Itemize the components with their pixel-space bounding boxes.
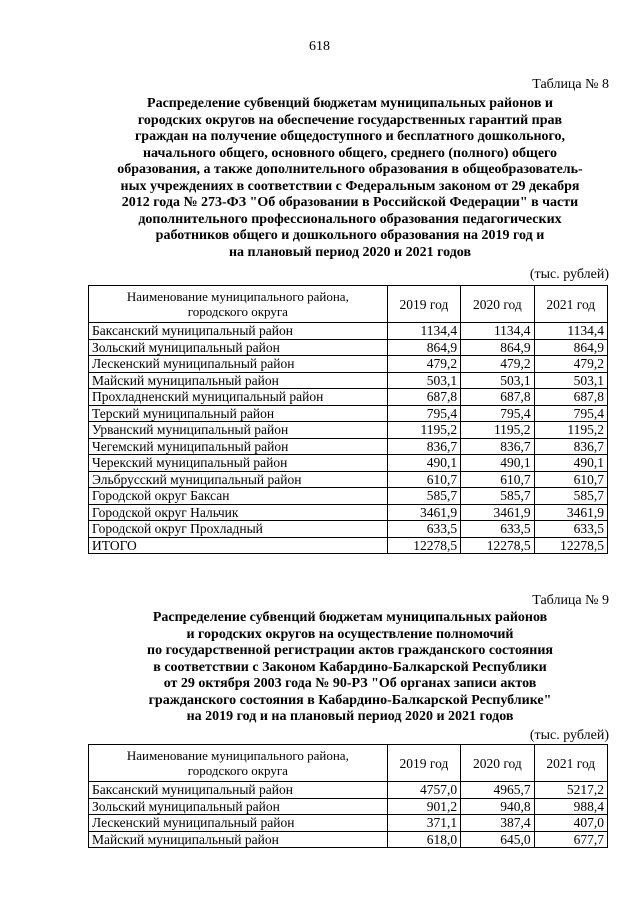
- heading-line: и городских округов на осуществление полномочий: [186, 626, 514, 642]
- cell-2020: 387,4: [461, 815, 534, 832]
- cell-2019: 836,7: [387, 438, 460, 455]
- cell-2019: 901,2: [387, 798, 460, 815]
- cell-2021: 864,9: [534, 339, 607, 356]
- cell-2021: 610,7: [534, 471, 607, 488]
- table-row: [89, 504, 608, 521]
- heading-line: работников общего и дошкольного образования на 2019 год и: [155, 228, 545, 243]
- cell-2020: 1134,4: [461, 323, 534, 340]
- cell-name: Чегемский муниципальный район: [89, 438, 388, 455]
- cell-name: Терский муниципальный район: [89, 405, 388, 422]
- table-row: [89, 356, 608, 373]
- table-header-row: [89, 745, 608, 782]
- cell-name: Эльбрусский муниципальный район: [89, 471, 388, 488]
- cell-2021: 988,4: [534, 798, 607, 815]
- cell-name: ИТОГО: [89, 537, 388, 554]
- cell-name: Лескенский муниципальный район: [89, 815, 388, 832]
- cell-2020: 490,1: [461, 455, 534, 472]
- table-row: [89, 782, 608, 799]
- cell-2019: 864,9: [387, 339, 460, 356]
- cell-2021: 407,0: [534, 815, 607, 832]
- heading-line: по государственной регистрации актов гражданского состояния: [147, 643, 553, 658]
- heading-line: Распределение субвенций бюджетам муниципальных районов и: [147, 96, 553, 111]
- heading-line: ных учреждениях в соответствии с Федеральным законом от 29 декабря: [120, 178, 580, 194]
- cell-2020: 479,2: [461, 356, 534, 373]
- cell-name: Урванский муниципальный район: [89, 422, 388, 439]
- table-row: [89, 323, 608, 340]
- cell-2019: 618,0: [387, 831, 460, 848]
- column-header-name: [89, 286, 388, 323]
- table-8-unit: (тыс. рублей): [529, 267, 609, 282]
- cell-2019: 12278,5: [387, 537, 460, 554]
- table-9-heading: [88, 610, 612, 726]
- cell-2021: 490,1: [534, 455, 607, 472]
- column-header-2020: 2020 год: [461, 745, 534, 782]
- cell-name: Майский муниципальный район: [89, 372, 388, 389]
- cell-name: Черекский муниципальный район: [89, 455, 388, 472]
- heading-line: дополнительного профессионального образования педагогических: [138, 211, 562, 227]
- cell-2021: 12278,5: [534, 537, 607, 554]
- cell-2021: 633,5: [534, 521, 607, 538]
- column-header-name: [89, 745, 388, 782]
- cell-2021: 503,1: [534, 372, 607, 389]
- cell-2019: 3461,9: [387, 504, 460, 521]
- table-9-label: Таблица № 9: [532, 593, 609, 608]
- table-row: [89, 815, 608, 832]
- column-header-2020: 2020 год: [461, 286, 534, 323]
- heading-line: Распределение субвенций бюджетам муниципальных районов: [152, 610, 548, 625]
- table-9: [88, 744, 608, 848]
- cell-2019: 795,4: [387, 405, 460, 422]
- cell-name: Городской округ Баксан: [89, 488, 388, 505]
- table-row: [89, 798, 608, 815]
- heading-line: гражданского состояния в Кабардино-Балкарской Республике": [148, 692, 552, 708]
- cell-2020: 836,7: [461, 438, 534, 455]
- cell-name: Городской округ Нальчик: [89, 504, 388, 521]
- heading-line: образования, а также дополнительного образования в общеобразователь-: [117, 162, 583, 177]
- table-row: [89, 831, 608, 848]
- cell-2020: 687,8: [461, 389, 534, 406]
- cell-2021: 3461,9: [534, 504, 607, 521]
- cell-name: Баксанский муниципальный район: [89, 323, 388, 340]
- column-header-2019: 2019 год: [387, 745, 460, 782]
- column-header-name-line: городского округа: [187, 304, 288, 319]
- heading-line: начального общего, основного общего, среднего (полного) общего: [142, 145, 558, 161]
- cell-name: Лескенский муниципальный район: [89, 356, 388, 373]
- heading-line: на 2019 год и на плановый период 2020 и 2021 годов: [186, 709, 514, 724]
- column-header-2021: 2021 год: [534, 745, 607, 782]
- cell-2019: 687,8: [387, 389, 460, 406]
- table-row: [89, 339, 608, 356]
- table-9-unit: (тыс. рублей): [529, 728, 609, 743]
- table-row: [89, 405, 608, 422]
- table-8-label: Таблица № 8: [532, 77, 609, 92]
- column-header-name-line: городского округа: [187, 763, 288, 778]
- table-row: [89, 455, 608, 472]
- table-8: [88, 285, 608, 554]
- cell-2020: 940,8: [461, 798, 534, 815]
- cell-2019: 4757,0: [387, 782, 460, 799]
- cell-2020: 645,0: [461, 831, 534, 848]
- heading-line: 2012 года № 273-ФЗ "Об образовании в Российской Федерации" в части: [121, 195, 579, 210]
- cell-name: Зольский муниципальный район: [89, 339, 388, 356]
- table-total-row: [89, 537, 608, 554]
- cell-2021: 5217,2: [534, 782, 607, 799]
- table-header-row: [89, 286, 608, 323]
- cell-2021: 479,2: [534, 356, 607, 373]
- cell-2020: 1195,2: [461, 422, 534, 439]
- cell-2020: 12278,5: [461, 537, 534, 554]
- cell-2021: 1134,4: [534, 323, 607, 340]
- cell-2019: 1134,4: [387, 323, 460, 340]
- cell-name: Городской округ Прохладный: [89, 521, 388, 538]
- cell-2021: 1195,2: [534, 422, 607, 439]
- table-row: [89, 422, 608, 439]
- cell-2020: 795,4: [461, 405, 534, 422]
- cell-2021: 677,7: [534, 831, 607, 848]
- column-header-2021: 2021 год: [534, 286, 607, 323]
- heading-line: в соответствии с Законом Кабардино-Балкарской Республики: [153, 659, 547, 675]
- cell-name: Майский муниципальный район: [89, 831, 388, 848]
- cell-2019: 633,5: [387, 521, 460, 538]
- cell-2019: 490,1: [387, 455, 460, 472]
- cell-2020: 3461,9: [461, 504, 534, 521]
- cell-name: Баксанский муниципальный район: [89, 782, 388, 799]
- cell-2020: 633,5: [461, 521, 534, 538]
- cell-2020: 864,9: [461, 339, 534, 356]
- column-header-name-line: Наименование муниципального района,: [126, 289, 349, 304]
- cell-2021: 836,7: [534, 438, 607, 455]
- cell-2019: 1195,2: [387, 422, 460, 439]
- table-row: [89, 372, 608, 389]
- page-number: 618: [309, 39, 330, 54]
- heading-line: от 29 октября 2003 года № 90-РЗ "Об органах записи актов: [163, 676, 537, 691]
- cell-2020: 610,7: [461, 471, 534, 488]
- column-header-2019: 2019 год: [387, 286, 460, 323]
- table-8-heading: [88, 96, 612, 261]
- table-row: [89, 389, 608, 406]
- cell-2020: 585,7: [461, 488, 534, 505]
- heading-line: на плановый период 2020 и 2021 годов: [228, 244, 472, 260]
- table-row: [89, 438, 608, 455]
- table-row: [89, 471, 608, 488]
- cell-2019: 479,2: [387, 356, 460, 373]
- cell-2021: 585,7: [534, 488, 607, 505]
- cell-2020: 503,1: [461, 372, 534, 389]
- cell-2019: 371,1: [387, 815, 460, 832]
- cell-name: Прохладненский муниципальный район: [89, 389, 388, 406]
- cell-2020: 4965,7: [461, 782, 534, 799]
- heading-line: городских округов на обеспечение государственных гарантий прав: [137, 112, 563, 128]
- cell-name: Зольский муниципальный район: [89, 798, 388, 815]
- heading-line: граждан на получение общедоступного и бесплатного дошкольного,: [134, 129, 566, 144]
- column-header-name-line: Наименование муниципального района,: [126, 748, 349, 763]
- table-row: [89, 521, 608, 538]
- cell-2021: 795,4: [534, 405, 607, 422]
- cell-2019: 585,7: [387, 488, 460, 505]
- cell-2019: 610,7: [387, 471, 460, 488]
- cell-2019: 503,1: [387, 372, 460, 389]
- cell-2021: 687,8: [534, 389, 607, 406]
- table-row: [89, 488, 608, 505]
